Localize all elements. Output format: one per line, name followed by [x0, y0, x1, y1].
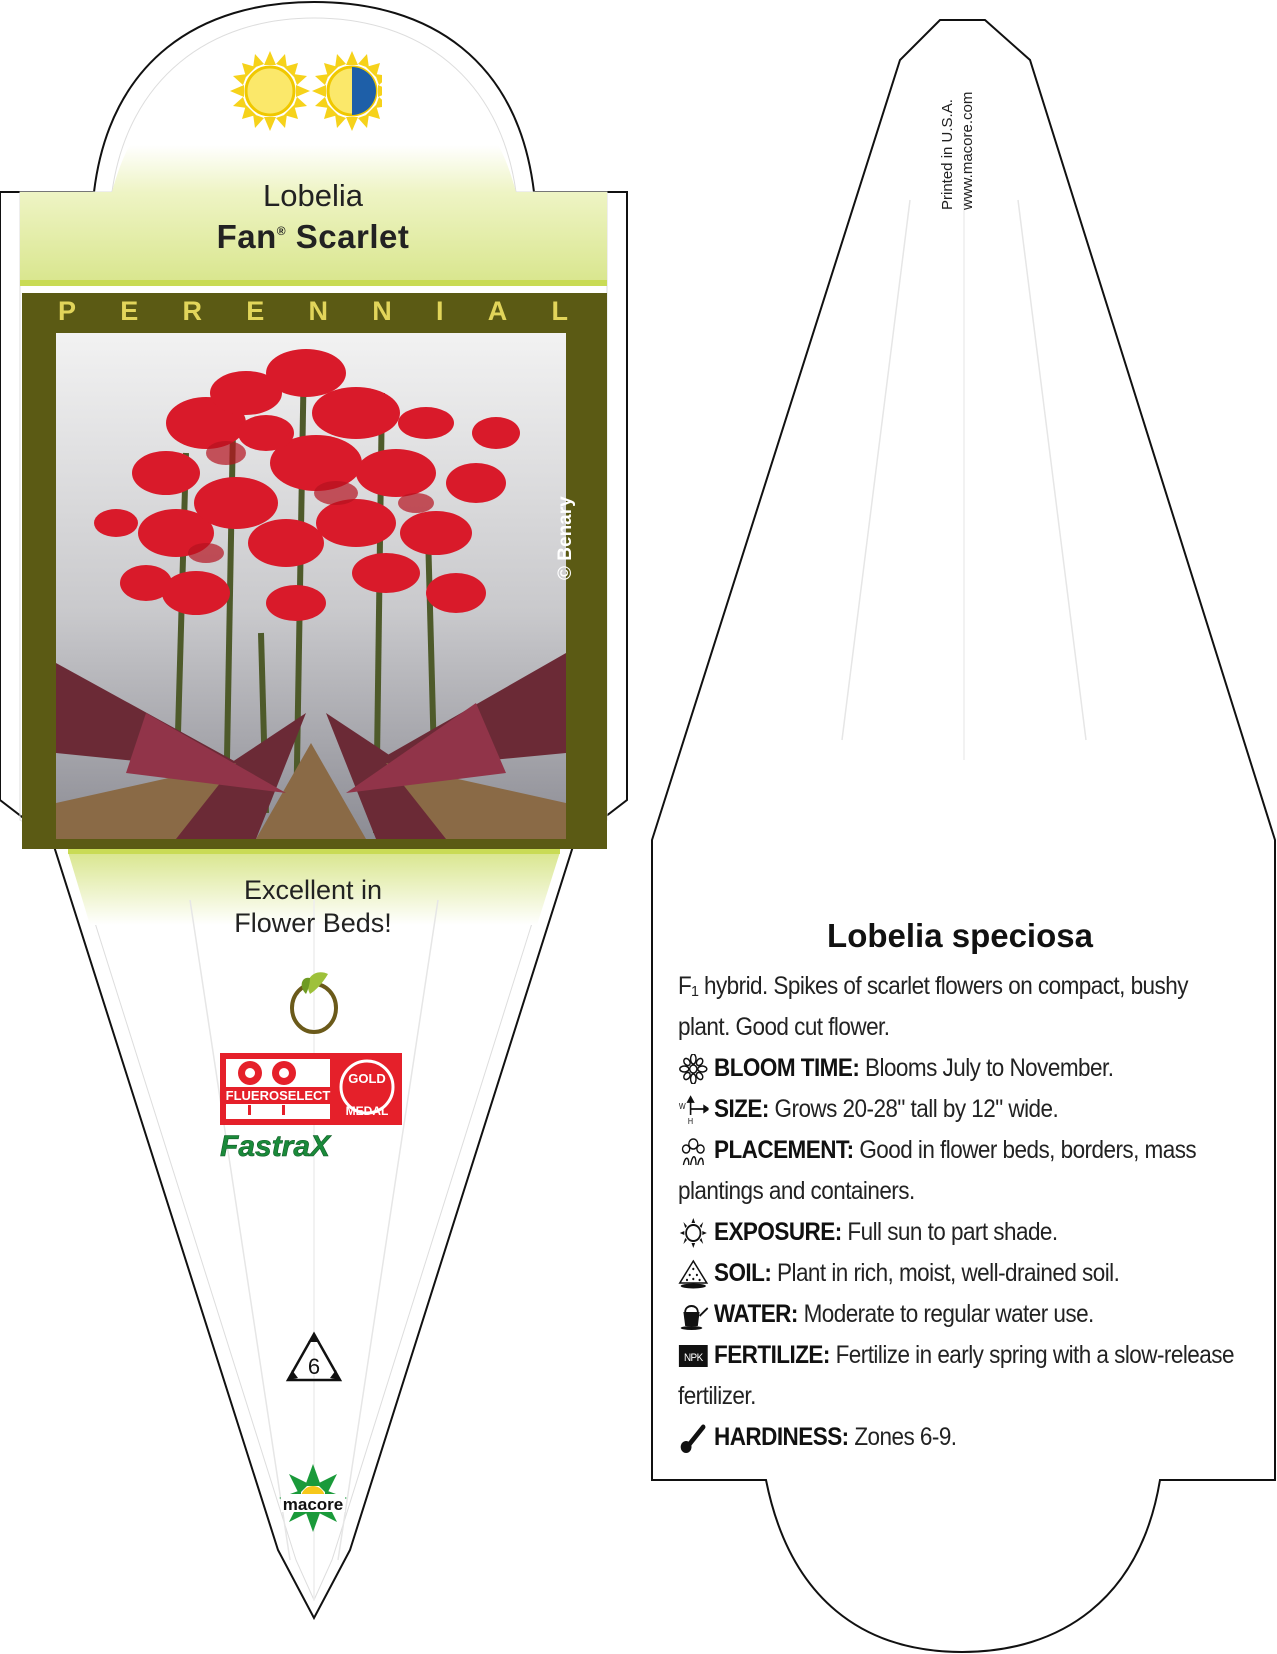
category-letter: R	[182, 296, 202, 326]
category-letter: L	[551, 296, 568, 326]
award-badge	[220, 1053, 402, 1125]
care-item-bloom	[678, 1048, 1182, 1089]
svg-text:NPK: NPK	[683, 1352, 703, 1365]
care-label: PLACEMENT:	[714, 1136, 854, 1164]
award-right-line1: GOLD	[348, 1071, 386, 1086]
title-rule	[20, 280, 607, 286]
flower-icon	[678, 1054, 709, 1084]
care-label: WATER:	[714, 1300, 798, 1328]
thermometer-icon	[678, 1423, 709, 1453]
category-letter: N	[308, 296, 328, 326]
plant-genus: Lobelia	[263, 178, 363, 213]
award-right-line2: MEDAL	[345, 1104, 389, 1118]
svg-text:W: W	[678, 1102, 686, 1112]
exposure-icons	[222, 46, 382, 136]
tagline	[150, 874, 476, 940]
intro-text: F₁ hybrid. Spikes of scarlet flowers on compact, bushy plant. Good cut flower.	[678, 972, 1188, 1041]
care-label: SOIL:	[714, 1259, 772, 1287]
website: www.macore.com	[959, 91, 976, 210]
care-text: Good in flower beds, borders, mass plantings and containers.	[678, 1136, 1197, 1205]
macore-text: macore	[282, 1495, 344, 1514]
watering-can-icon	[678, 1300, 709, 1330]
category-letter: I	[435, 296, 444, 326]
care-item-placement	[678, 1130, 1236, 1212]
tagline-line: Flower Beds!	[234, 908, 392, 938]
photo-credit: © Benary	[555, 496, 576, 580]
care-text: Moderate to regular water use.	[803, 1300, 1094, 1328]
care-item-soil	[678, 1253, 1182, 1294]
soil-icon	[678, 1259, 709, 1289]
botanical-name: Lobelia speciosa	[827, 917, 1093, 954]
cultivar-color: Scarlet	[295, 218, 410, 255]
macore-logo	[268, 1462, 358, 1538]
award-left-text: FLUEROSELECT	[225, 1088, 331, 1103]
seed-logo-icon	[284, 964, 344, 1036]
category-letter: P	[58, 296, 77, 326]
category-label	[22, 296, 604, 324]
care-label: FERTILIZE:	[714, 1341, 830, 1369]
care-text: Blooms July to November.	[865, 1054, 1114, 1082]
recycle-number: 6	[307, 1354, 321, 1379]
category-letter: E	[120, 296, 139, 326]
plant-photo	[56, 333, 566, 839]
care-item-fertilize	[678, 1335, 1236, 1417]
care-text: Full sun to part shade.	[847, 1218, 1058, 1246]
npk-icon	[678, 1341, 709, 1371]
category-letter: A	[487, 296, 508, 326]
cultivar-name: Fan	[216, 218, 277, 255]
print-info	[938, 92, 978, 210]
brand-text: FastraX	[220, 1130, 331, 1163]
tagline-line: Excellent in	[243, 875, 383, 905]
care-text: Zones 6-9.	[854, 1423, 957, 1451]
placement-icon	[678, 1136, 709, 1166]
care-text: Plant in rich, moist, well-drained soil.	[777, 1259, 1120, 1287]
category-letter: N	[372, 296, 392, 326]
printed-in: Printed in U.S.A.	[939, 99, 956, 210]
part-shade-icon	[312, 51, 382, 131]
sun-icon	[678, 1218, 709, 1248]
care-text: Fertilize in early spring with a slow-release fertilizer.	[678, 1341, 1234, 1410]
care-label: SIZE:	[714, 1095, 769, 1123]
care-label: BLOOM TIME:	[714, 1054, 860, 1082]
size-icon	[678, 1095, 709, 1125]
care-item-exposure	[678, 1212, 1182, 1253]
recycle-icon	[282, 1330, 346, 1386]
care-label: EXPOSURE:	[714, 1218, 842, 1246]
plant-cultivar	[20, 218, 606, 256]
care-info	[678, 966, 1234, 1458]
svg-text:H: H	[687, 1117, 693, 1126]
registered-mark: ®	[276, 224, 287, 238]
care-text: Grows 20-28" tall by 12" wide.	[774, 1095, 1059, 1123]
care-item-hardiness	[678, 1417, 1182, 1458]
category-letter: E	[246, 296, 265, 326]
full-sun-icon	[230, 51, 310, 131]
care-item-size	[678, 1089, 1182, 1130]
brand-logo	[216, 1126, 406, 1166]
care-item-water	[678, 1294, 1182, 1335]
care-label: HARDINESS:	[714, 1423, 849, 1451]
